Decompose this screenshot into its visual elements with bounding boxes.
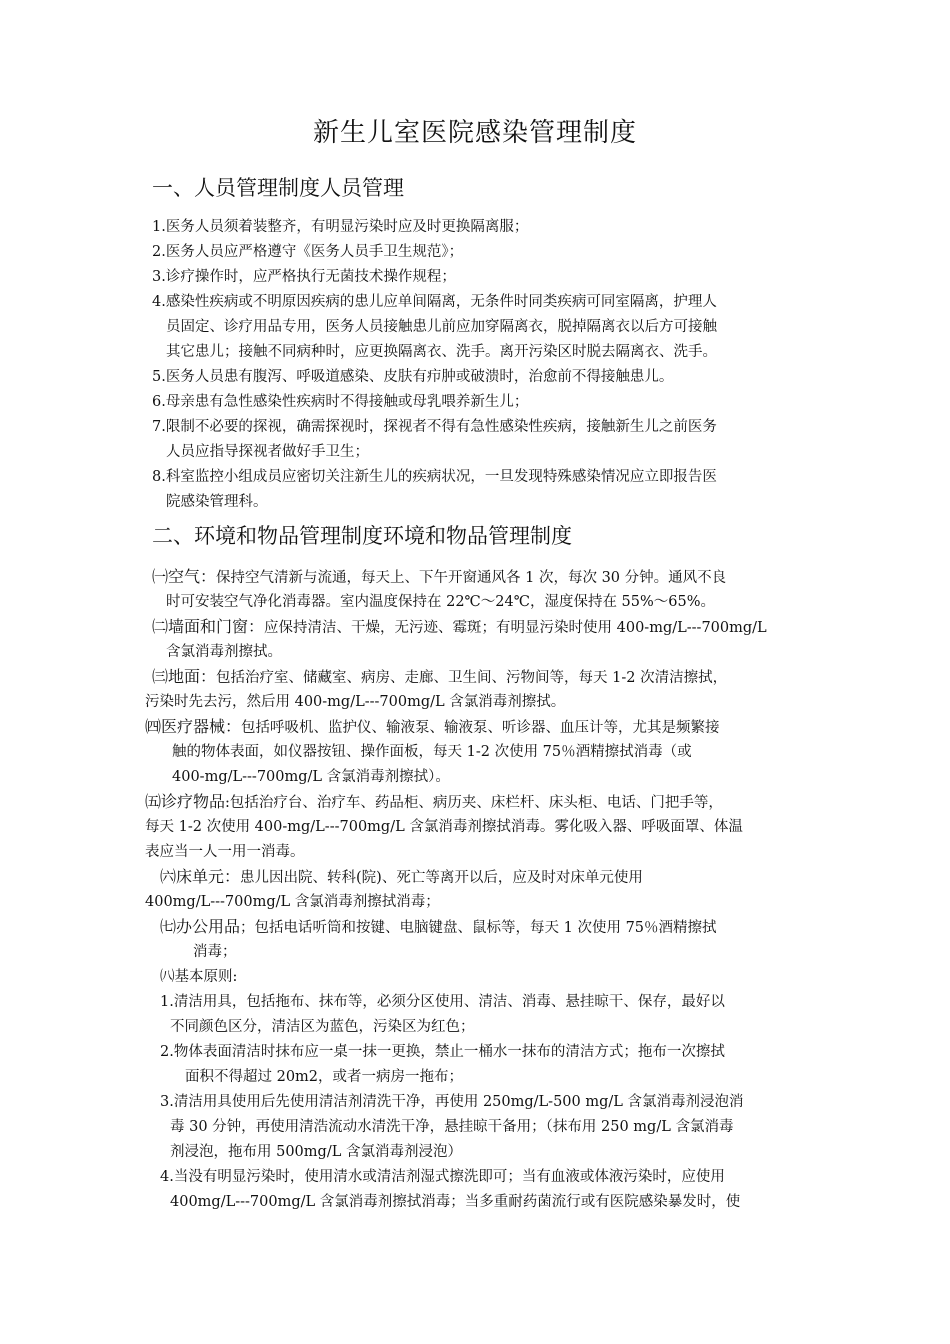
s1-line-6: 其它患儿；接触不同病种时，应更换隔离衣、洗手。离开污染区时脱去隔离衣、洗手。 [166,344,717,360]
s2-lead-bed-unit: ㈥床单元： [160,867,241,886]
s2-line: 400mg/L---700mg/L 含氯消毒剂擦拭消毒；当多重耐药菌流行或有医院感染暴发时，使 [170,1194,741,1210]
s2-line: 污染时先去污，然后用 400-mg/L---700mg/L 含氯消毒剂擦拭。 [145,694,566,710]
s2-line: 3.清洁用具使用后先使用清洁剂清洗干净，再使用 250mg/L-500 mg/L 含氯消毒剂浸泡消 [160,1094,744,1110]
s1-line-2: 2.医务人员应严格遵守《医务人员手卫生规范》； [152,244,464,260]
s1-line-11: 8.科室监控小组成员应密切关注新生儿的疾病状况，一旦发现特殊感染情况应立即报告医 [152,469,717,485]
s2-line: 触的物体表面，如仪器按钮、操作面板，每天 1-2 次使用 75％酒精擦拭消毒（或 [172,744,692,760]
s1-line-10: 人员应指导探视者做好手卫生； [166,444,369,460]
s2-item-supplies: ㈤诊疗物品:包括治疗台、治疗车、药品柜、病历夹、床栏杆、床头柜、电话、门把手等， [145,792,723,811]
s2-lead-supplies: ㈤诊疗物品 [145,792,226,811]
s2-lead-air: ㈠空气： [152,567,217,586]
s2-line: 表应当一人一用一消毒。 [145,844,305,860]
s2-line: 400mg/L---700mg/L 含氯消毒剂擦拭消毒； [145,894,440,910]
s2-basic-principles: ㈧基本原则: [160,969,238,985]
s2-line: 每天 1-2 次使用 400-mg/L---700mg/L 含氯消毒剂擦拭消毒。雾化吸入器、呼吸面罩、体温 [145,819,743,835]
s2-lead-devices: ㈣医疗器械： [145,717,242,736]
s1-line-7: 5.医务人员患有腹泻、呼吸道感染、皮肤有疖肿或破溃时，治愈前不得接触患儿。 [152,369,674,385]
s2-item-office: ㈦办公用品；包括电话听筒和按键、电脑键盘、鼠标等，每天 1 次使用 75％酒精擦拭 [160,917,717,936]
s1-line-5: 员固定、诊疗用品专用，医务人员接触患儿前应加穿隔离衣，脱掉隔离衣以后方可接触 [166,319,717,335]
s2-line: 400-mg/L---700mg/L 含氯消毒剂擦拭）。 [172,769,450,785]
s2-item-devices: ㈣医疗器械：包括呼吸机、监护仪、输液泵、输液泵、听诊器、血压计等，尤其是频繁接 [145,717,720,736]
s2-item-walls: ㈡墙面和门窗：应保持清洁、干燥，无污迹、霉斑；有明显污染时使用 400-mg/L---700mg/L [152,617,767,636]
s2-line: 不同颜色区分，清洁区为蓝色，污染区为红色； [170,1019,475,1035]
s1-line-4: 4.感染性疾病或不明原因疾病的患儿应单间隔离，无条件时同类疾病可同室隔离，护理人 [152,294,717,310]
s2-lead-walls: ㈡墙面和门窗： [152,617,265,636]
s2-item-air: ㈠空气：保持空气清新与流通，每天上、下午开窗通风各 1 次，每次 30 分钟。通风不良 [152,567,727,586]
document-title: 新生儿室医院感染管理制度 [312,118,637,148]
s1-line-8: 6.母亲患有急性感染性疾病时不得接触或母乳喂养新生儿； [152,394,529,410]
s2-lead-floor: ㈢地面： [152,667,217,686]
s1-line-3: 3.诊疗操作时，应严格执行无菌技术操作规程； [152,269,456,285]
s2-line: 2.物体表面清洁时抹布应一桌一抹一更换，禁止一桶水一抹布的清洁方式；拖布一次擦拭 [160,1044,725,1060]
s2-line: 消毒； [193,944,237,960]
section-1-heading: 一、人员管理制度人员管理 [152,176,404,200]
s1-line-9: 7.限制不必要的探视，确需探视时，探视者不得有急性感染性疾病，接触新生儿之前医务 [152,419,717,435]
s2-lead-office: ㈦办公用品 [160,917,241,936]
s2-item-floor: ㈢地面：包括治疗室、储藏室、病房、走廊、卫生间、污物间等，每天 1-2 次清洁擦拭， [152,667,728,686]
s2-line: 含氯消毒剂擦拭。 [166,644,282,660]
s1-line-12: 院感染管理科。 [166,494,268,510]
s2-line: 1.清洁用具，包括拖布、抹布等，必须分区使用、清洁、消毒、悬挂晾干、保存，最好以 [160,994,725,1010]
s1-line-1: 1.医务人员须着装整齐，有明显污染时应及时更换隔离服； [152,219,529,235]
s2-line: 毒 30 分钟，再使用清浩流动水清洗干净，悬挂晾干备用；（抹布用 250 mg/L 含氯消毒 [170,1119,734,1135]
section-2-heading: 二、环境和物品管理制度环境和物品管理制度 [152,524,572,548]
s2-item-bed-unit: ㈥床单元：患儿因出院、转科(院)、死亡等离开以后，应及时对床单元使用 [160,867,643,886]
s2-line: 剂浸泡，拖布用 500mg/L 含氯消毒剂浸泡） [170,1144,462,1160]
s2-line: 时可安装空气净化消毒器。室内温度保持在 22℃～24℃，湿度保持在 55%～65%。 [166,594,716,610]
s2-line: 4.当没有明显污染时，使用清水或清洁剂湿式擦洗即可；当有血液或体液污染时，应使用 [160,1169,725,1185]
s2-line: 面积不得超过 20m2，或者一病房一拖布； [185,1069,464,1085]
